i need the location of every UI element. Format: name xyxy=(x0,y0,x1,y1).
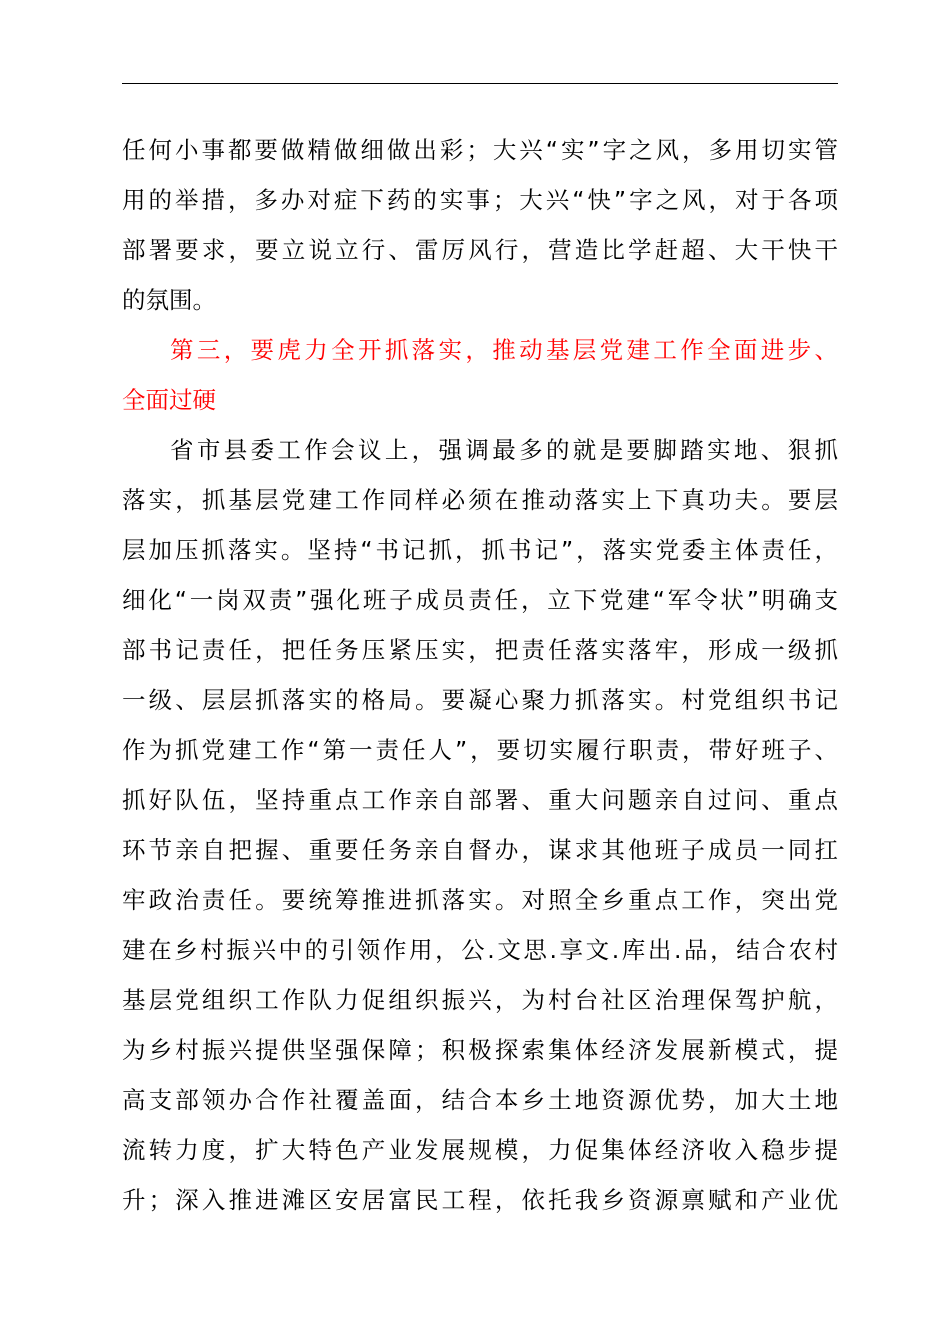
body-text-line: 升；深入推进滩区安居富民工程，依托我乡资源禀赋和产业优 xyxy=(122,1186,838,1214)
body-text-line: 为乡村振兴提供坚强保障；积极探索集体经济发展新模式，提 xyxy=(122,1036,838,1064)
section-heading-line: 第三，要虎力全开抓落实，推动基层党建工作全面进步、 xyxy=(170,336,838,364)
body-text-line: 牢政治责任。要统筹推进抓落实。对照全乡重点工作，突出党 xyxy=(122,886,838,914)
body-text-line: 细化“一岗双责”强化班子成员责任，立下党建“军令状”明确支 xyxy=(122,586,838,614)
body-text-line: 建在乡村振兴中的引领作用，公.文思.享文.库出.品，结合农村 xyxy=(122,936,838,964)
body-text-line: 用的举措，多办对症下药的实事；大兴“快”字之风，对于各项 xyxy=(122,186,838,214)
body-text-line: 部书记责任，把任务压紧压实，把责任落实落牢，形成一级抓 xyxy=(122,636,838,664)
body-text-line: 流转力度，扩大特色产业发展规模，力促集体经济收入稳步提 xyxy=(122,1136,838,1164)
body-text-line: 一级、层层抓落实的格局。要凝心聚力抓落实。村党组织书记 xyxy=(122,686,838,714)
body-text-line: 高支部领办合作社覆盖面，结合本乡土地资源优势，加大土地 xyxy=(122,1086,838,1114)
header-rule xyxy=(122,83,838,84)
body-text-line: 作为抓党建工作“第一责任人”，要切实履行职责，带好班子、 xyxy=(122,736,838,764)
body-text-line: 层加压抓落实。坚持“书记抓，抓书记”，落实党委主体责任， xyxy=(122,536,838,564)
body-text-line: 省市县委工作会议上，强调最多的就是要脚踏实地、狠抓 xyxy=(170,436,838,464)
body-text-line: 基层党组织工作队力促组织振兴，为村台社区治理保驾护航， xyxy=(122,986,838,1014)
body-text-line: 任何小事都要做精做细做出彩；大兴“实”字之风，多用切实管 xyxy=(122,136,838,164)
body-text-line: 抓好队伍，坚持重点工作亲自部署、重大问题亲自过问、重点 xyxy=(122,786,838,814)
section-heading-line: 全面过硬 xyxy=(122,386,216,414)
body-text-line: 的氛围。 xyxy=(122,286,216,314)
body-text-line: 落实，抓基层党建工作同样必须在推动落实上下真功夫。要层 xyxy=(122,486,838,514)
body-text-line: 部署要求，要立说立行、雷厉风行，营造比学赶超、大干快干 xyxy=(122,236,838,264)
document-body xyxy=(122,125,838,1225)
body-text-line: 环节亲自把握、重要任务亲自督办，谋求其他班子成员一同扛 xyxy=(122,836,838,864)
